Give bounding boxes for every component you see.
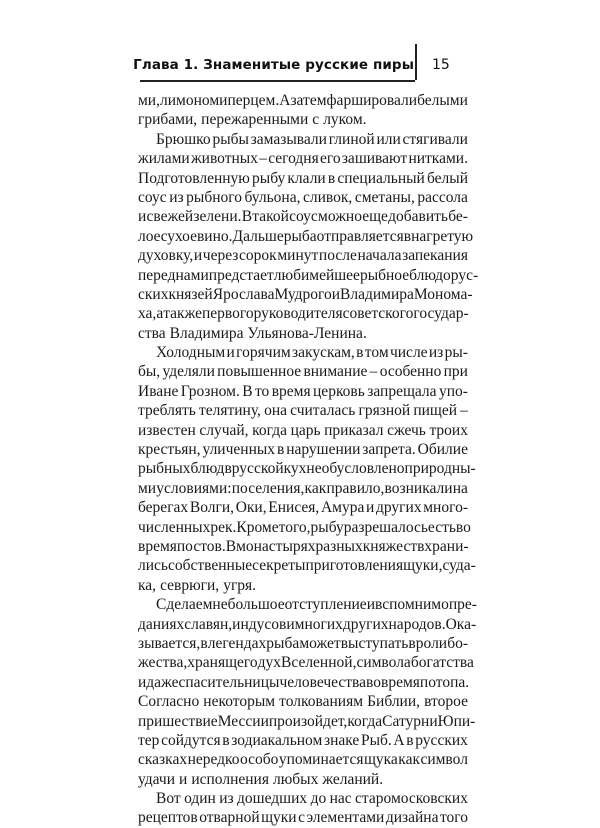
text-line: тер сойдутся в зодиакальном знаке Рыб. А в русских <box>138 731 468 749</box>
header-rule <box>140 80 415 82</box>
text-line: даниях славян, индусов и многих других народов. Ока- <box>138 615 477 633</box>
text-line: жества, хранящего дух Вселенной, символа богатства <box>138 654 474 672</box>
text-line: духовку, и через сорок минут после начала запекания <box>138 247 468 265</box>
text-line: треблять телятину, она считалась грязной пищей – <box>138 402 468 420</box>
text-line: зывается, в легендах рыба может выступать в роли бо- <box>138 634 468 652</box>
paragraph <box>138 130 479 343</box>
text-line: Подготовленную рыбу клали в специальный белый <box>138 169 468 187</box>
chapter-title: Глава 1. Знаменитые русские пиры <box>133 57 414 73</box>
text-line: ха, а также первого руководителя советского государ- <box>138 305 469 323</box>
text-line: берегах Волги, Оки, Енисея, Амура и других много- <box>138 499 468 517</box>
text-line: и свежей зелени. В такой соус можно еще добавить бе- <box>138 208 468 226</box>
text-line: бы, уделяли повышенное внимание – особенно при <box>138 363 468 381</box>
text-line: Брюшко рыбы замазывали глиной или стягивали <box>156 130 468 148</box>
text-line: Сделаем небольшое отступление и вспомним о пре- <box>156 596 477 614</box>
text-line: рыбных блюд в русской кухне обусловлено природны- <box>138 460 476 478</box>
text-line: Холодным и горячим закускам, в том числе из ры- <box>156 344 468 362</box>
text-line: время постов. В монастырях разных княжеств храни- <box>138 537 469 555</box>
text-line: сказках нередко особо упоминается щука как символ <box>138 751 468 769</box>
text-line: грибами, пережаренными с луком. <box>138 111 367 129</box>
paragraph <box>138 91 468 130</box>
paragraph <box>138 789 468 828</box>
paragraph <box>138 595 477 789</box>
paragraph <box>138 343 476 595</box>
text-line: лое сухое вино. Дальше рыба отправляется в нагретую <box>138 227 474 245</box>
body-text <box>138 91 479 828</box>
text-line: Вот один из дошедших до нас старомосковских <box>156 790 468 808</box>
running-header <box>133 44 470 80</box>
text-line: пришествие Мессии произойдет, когда Сатурн и Юпи- <box>138 712 476 730</box>
text-line: соус из рыбного бульона, сливок, сметаны, рассола <box>138 188 468 206</box>
text-line: удачи и исполнения любых желаний. <box>138 770 384 788</box>
text-line: перед нами предстает любимейшее рыбное блюдо рус- <box>138 266 479 284</box>
text-line: крестьян, уличенных в нарушении запрета. Обилие <box>138 441 468 459</box>
text-line: Согласно некоторым толкованиям Библии, второе <box>138 693 468 711</box>
text-line: и даже спасительницы человечества во время потопа. <box>138 673 470 691</box>
text-line: Иване Грозном. В то время церковь запрещала упо- <box>138 382 468 400</box>
text-line: жилами животных – сегодня его зашивают нитками. <box>138 150 468 168</box>
header-vertical-divider <box>415 44 417 80</box>
text-line: численных рек. Кроме того, рыбу разрешалось есть во <box>138 518 471 536</box>
text-line: ми условиями: поселения, как правило, возникали на <box>138 479 468 497</box>
page-number: 15 <box>432 57 450 73</box>
text-line: ства Владимира Ульянова-Ленина. <box>138 324 367 342</box>
text-line: ка, севрюги, угря. <box>138 576 257 594</box>
text-line: рецептов отварной щуки с элементами дизайна того <box>138 809 468 827</box>
text-line: известен случай, когда царь приказал сжечь троих <box>138 421 468 439</box>
text-line: лись собственные секреты приготовления щуки, суда- <box>138 557 476 575</box>
text-line: ми, лимоном и перцем. А затем фаршировали белыми <box>138 92 468 109</box>
text-line: ских князей Ярослава Мудрого и Владимира Монома- <box>138 285 473 303</box>
